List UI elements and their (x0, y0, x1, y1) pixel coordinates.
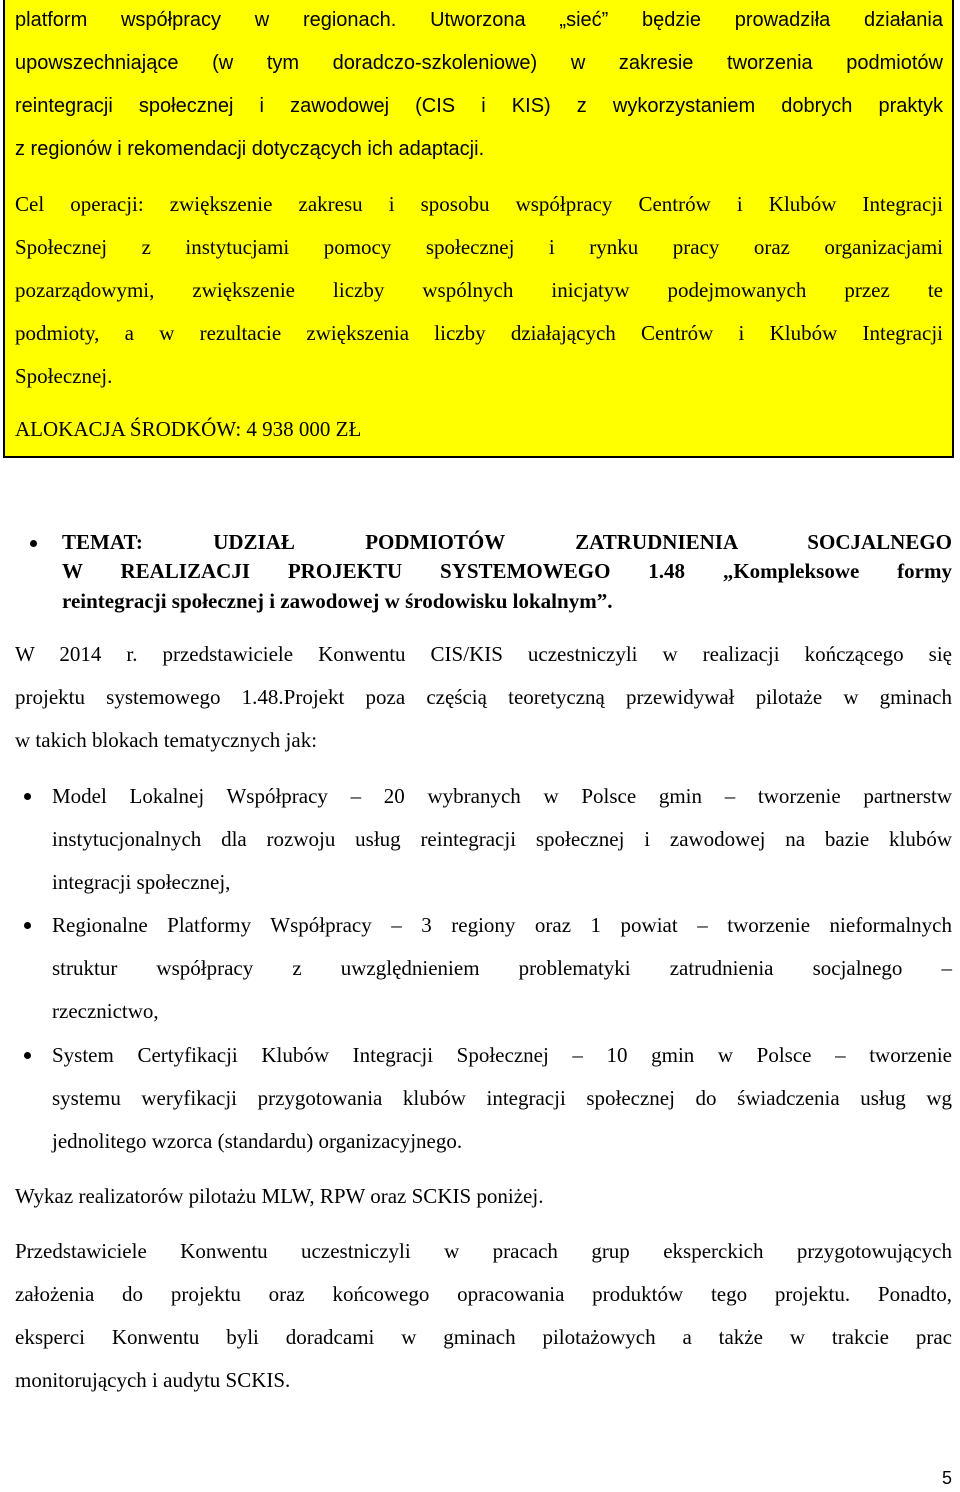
paragraph-line-1: W 2014 r. przedstawiciele Konwentu CIS/KIS uczestniczyli w realizacji kończącego się (15, 642, 952, 666)
bullet-icon (24, 922, 31, 929)
bullet-icon (30, 540, 37, 547)
intro-line-1: platform współpracy w regionach. Utworzona „sieć” będzie prowadziła działania (15, 9, 943, 31)
paragraph-line-3: w takich blokach tematycznych jak: (15, 728, 318, 752)
bullet-icon (24, 1052, 31, 1059)
block-2-line-1: Regionalne Platformy Współpracy – 3 regiony oraz 1 powiat – tworzenie nieformalnych (52, 913, 952, 937)
closing-line-2: założenia do projektu oraz końcowego opracowania produktów tego projektu. Ponadto, (15, 1282, 952, 1306)
topic-line-3: reintegracji społecznej i zawodowej w środowisku lokalnym”. (62, 589, 613, 613)
goal-line-5: Społecznej. (15, 364, 113, 388)
topic-line-2: W REALIZACJI PROJEKTU SYSTEMOWEGO 1.48 „Kompleksowe formy (62, 559, 952, 583)
block-1-line-2: instytucjonalnych dla rozwoju usług reintegracji społecznej i zawodowej na bazie klubów (52, 827, 952, 851)
intro-line-2: upowszechniające (w tym doradczo-szkoleniowe) w zakresie tworzenia podmiotów (15, 52, 943, 74)
block-3-line-3: jednolitego wzorca (standardu) organizacyjnego. (52, 1129, 463, 1153)
intro-line-4: z regionów i rekomendacji dotyczących ich adaptacji. (15, 138, 485, 160)
block-1-line-3: integracji społecznej, (52, 870, 231, 894)
paragraph-line-2: projektu systemowego 1.48.Projekt poza częścią teoretyczną przewidywał pilotaże w gminach (15, 685, 952, 709)
closing-line-4: monitorujących i audytu SCKIS. (15, 1368, 291, 1392)
closing-line-3: eksperci Konwentu byli doradcami w gminach pilotażowych a także w trakcie prac (15, 1325, 952, 1349)
goal-line-4: podmioty, a w rezultacie zwiększenia liczby działających Centrów i Klubów Integracji (15, 321, 943, 345)
goal-line-2: Społecznej z instytucjami pomocy społecznej i rynku pracy oraz organizacjami (15, 235, 943, 259)
page-number: 5 (941, 1468, 952, 1488)
goal-line-1: Cel operacji: zwiększenie zakresu i sposobu współpracy Centrów i Klubów Integracji (15, 192, 943, 216)
goal-line-3: pozarządowymi, zwiększenie liczby wspólnych inicjatyw podejmowanych przez te (15, 278, 943, 302)
allocation-line: ALOKACJA ŚRODKÓW: 4 938 000 ZŁ (15, 417, 362, 441)
block-1-line-1: Model Lokalnej Współpracy – 20 wybranych w Polsce gmin – tworzenie partnerstw (52, 784, 952, 808)
block-3-line-2: systemu weryfikacji przygotowania klubów integracji społecznej do świadczenia usług wg (52, 1086, 952, 1110)
closing-line-1: Przedstawiciele Konwentu uczestniczyli w pracach grup eksperckich przygotowujących (15, 1239, 952, 1263)
block-2-line-3: rzecznictwo, (52, 999, 159, 1023)
intro-line-3: reintegracji społecznej i zawodowej (CIS i KIS) z wykorzystaniem dobrych praktyk (15, 95, 943, 117)
block-3-line-1: System Certyfikacji Klubów Integracji Społecznej – 10 gmin w Polsce – tworzenie (52, 1043, 952, 1067)
topic-line-1: TEMAT: UDZIAŁ PODMIOTÓW ZATRUDNIENIA SOCJALNEGO (62, 530, 952, 554)
bullet-icon (24, 793, 31, 800)
block-2-line-2: struktur współpracy z uwzględnieniem problematyki zatrudnienia socjalnego – (52, 956, 952, 980)
list-note: Wykaz realizatorów pilotażu MLW, RPW oraz SCKIS poniżej. (15, 1184, 544, 1208)
